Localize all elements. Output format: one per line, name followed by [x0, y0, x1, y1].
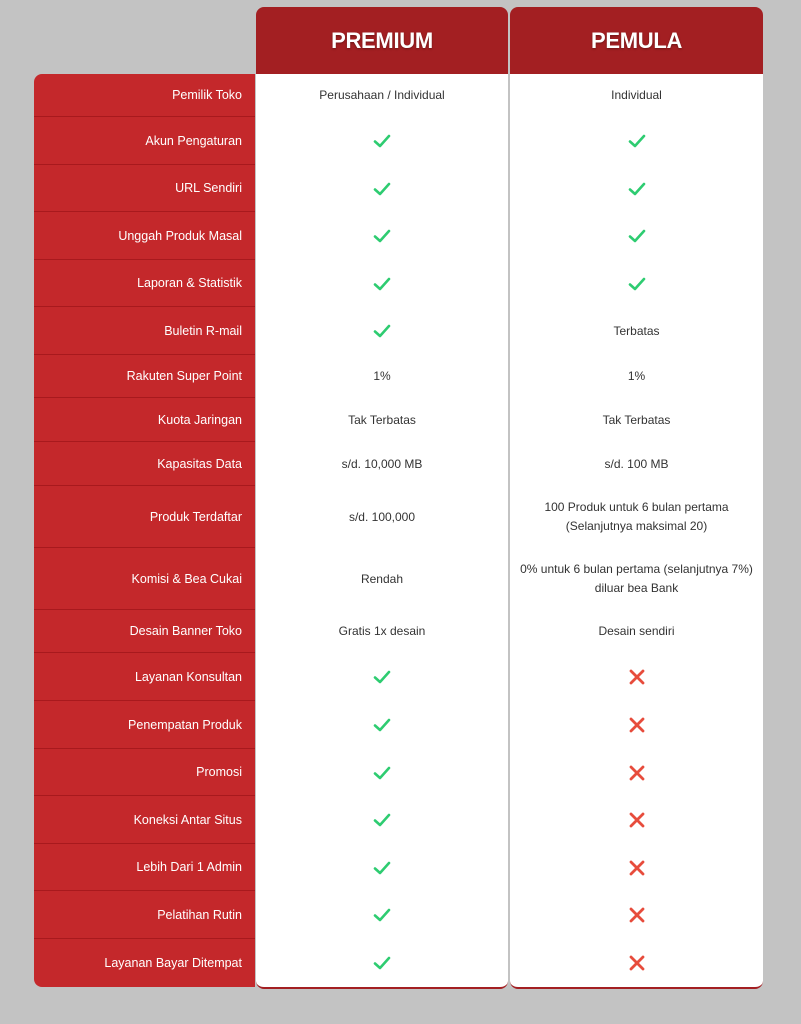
- pemula-value: 0% untuk 6 bulan pertama (selanjutnya 7%) diluar bea Bank: [520, 562, 753, 595]
- premium-cell: [256, 610, 508, 653]
- cross-icon: [629, 765, 645, 781]
- pemula-cell: [510, 844, 763, 891]
- pemula-column: [510, 74, 763, 989]
- pemula-cell: [510, 749, 763, 796]
- pemula-cell: [510, 307, 763, 355]
- feature-label: Desain Banner Toko: [34, 610, 255, 653]
- pemula-cell: [510, 212, 763, 260]
- pemula-cell: [510, 486, 763, 548]
- check-icon: [628, 229, 646, 243]
- premium-cell: [256, 117, 508, 165]
- pemula-cell: [510, 610, 763, 653]
- pemula-cell: [510, 165, 763, 212]
- premium-column: [256, 74, 508, 989]
- feature-label: Komisi & Bea Cukai: [34, 548, 255, 610]
- feature-label: Unggah Produk Masal: [34, 212, 255, 260]
- pemula-cell: [510, 398, 763, 442]
- feature-label: Kapasitas Data: [34, 442, 255, 486]
- feature-label: Lebih Dari 1 Admin: [34, 844, 255, 891]
- premium-cell: [256, 398, 508, 442]
- pemula-cell: [510, 442, 763, 486]
- premium-cell: [256, 212, 508, 260]
- pemula-cell: [510, 939, 763, 987]
- feature-label: URL Sendiri: [34, 165, 255, 212]
- pemula-value: 1%: [627, 369, 646, 383]
- premium-value: s/d. 10,000 MB: [341, 456, 423, 471]
- check-icon: [373, 229, 391, 243]
- check-icon: [373, 813, 391, 827]
- check-icon: [628, 277, 646, 291]
- feature-label: Akun Pengaturan: [34, 117, 255, 165]
- premium-value: Tak Terbatas: [348, 412, 416, 427]
- premium-cell: [256, 74, 508, 117]
- premium-cell: [256, 355, 508, 398]
- check-icon: [373, 956, 391, 970]
- check-icon: [373, 908, 391, 922]
- check-icon: [373, 718, 391, 732]
- pemula-value: Individual: [611, 88, 662, 102]
- premium-cell: [256, 653, 508, 701]
- feature-label: Buletin R-mail: [34, 307, 255, 355]
- check-icon: [373, 182, 391, 196]
- premium-cell: [256, 442, 508, 486]
- feature-label-column: [34, 74, 255, 987]
- cross-icon: [629, 955, 645, 971]
- pemula-value: Tak Terbatas: [602, 412, 671, 427]
- cross-icon: [629, 860, 645, 876]
- feature-label: Pemilik Toko: [34, 74, 255, 117]
- pemula-cell: [510, 796, 763, 844]
- check-icon: [373, 670, 391, 684]
- cross-icon: [629, 669, 645, 685]
- feature-label: Kuota Jaringan: [34, 398, 255, 442]
- pemula-value: 100 Produk untuk 6 bulan pertama (Selanjutnya maksimal 20): [544, 500, 729, 533]
- premium-cell: [256, 548, 508, 610]
- cross-icon: [629, 907, 645, 923]
- premium-value: Rendah: [360, 571, 404, 586]
- premium-cell: [256, 796, 508, 844]
- cross-icon: [629, 812, 645, 828]
- premium-cell: [256, 701, 508, 749]
- feature-label: Produk Terdaftar: [34, 486, 255, 548]
- cross-icon: [629, 717, 645, 733]
- feature-label: Koneksi Antar Situs: [34, 796, 255, 844]
- check-icon: [373, 324, 391, 338]
- feature-label: Layanan Konsultan: [34, 653, 255, 701]
- check-icon: [373, 861, 391, 875]
- feature-label: Penempatan Produk: [34, 701, 255, 749]
- premium-cell: [256, 260, 508, 307]
- feature-label: Layanan Bayar Ditempat: [104, 956, 242, 970]
- pemula-value: Desain sendiri: [598, 624, 675, 638]
- pemula-cell: [510, 701, 763, 749]
- pemula-value: s/d. 100 MB: [604, 456, 669, 471]
- premium-cell: [256, 939, 508, 987]
- pemula-cell: [510, 548, 763, 610]
- premium-cell: [256, 307, 508, 355]
- check-icon: [628, 182, 646, 196]
- feature-label: Promosi: [34, 749, 255, 796]
- premium-cell: [256, 844, 508, 891]
- premium-value: Perusahaan / Individual: [319, 88, 445, 102]
- feature-label: Rakuten Super Point: [34, 355, 255, 398]
- pemula-cell: [510, 653, 763, 701]
- pemula-column-header: PEMULA: [510, 7, 763, 74]
- check-icon: [373, 134, 391, 148]
- pemula-value: Terbatas: [613, 323, 660, 338]
- premium-cell: [256, 486, 508, 548]
- premium-value: Gratis 1x desain: [338, 624, 426, 638]
- feature-label: Pelatihan Rutin: [34, 891, 255, 939]
- feature-label: Laporan & Statistik: [34, 260, 255, 307]
- check-icon: [373, 277, 391, 291]
- pemula-cell: [510, 355, 763, 398]
- check-icon: [373, 766, 391, 780]
- pemula-cell: [510, 74, 763, 117]
- premium-column-header: PREMIUM: [256, 7, 508, 74]
- premium-value: s/d. 100,000: [348, 509, 416, 524]
- pemula-cell: [510, 260, 763, 307]
- pemula-cell: [510, 117, 763, 165]
- check-icon: [628, 134, 646, 148]
- premium-cell: [256, 749, 508, 796]
- premium-cell: [256, 891, 508, 939]
- pemula-cell: [510, 891, 763, 939]
- premium-value: 1%: [373, 369, 391, 383]
- premium-cell: [256, 165, 508, 212]
